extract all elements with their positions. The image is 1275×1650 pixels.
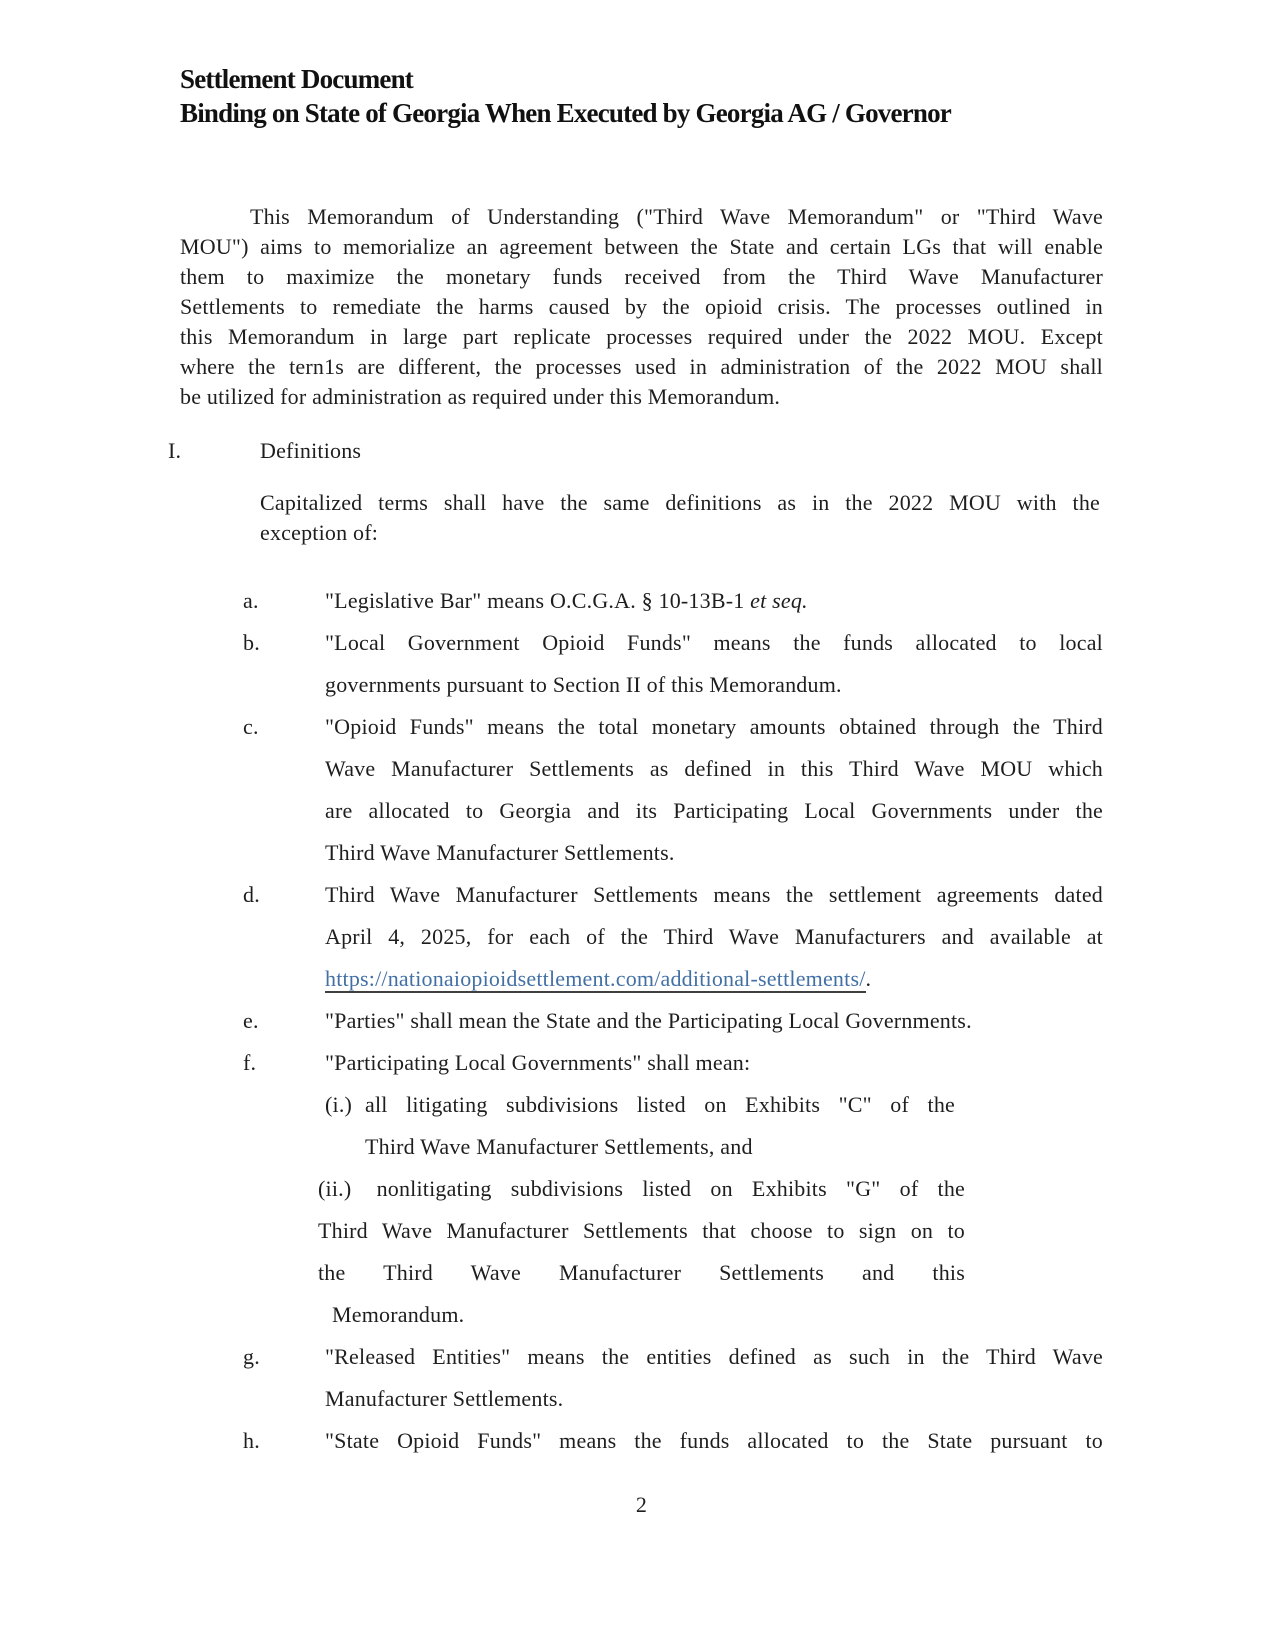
text-line: "Local Government Opioid Funds" means the funds allocated to local (325, 630, 1103, 655)
text-line (325, 580, 1103, 622)
text-line: Third Wave Manufacturer Settlements. (325, 840, 675, 865)
item-label: a. (243, 588, 259, 613)
settlement-website-link[interactable]: https://nationaiopioidsettlement.com/additional-settlements/ (325, 966, 866, 991)
item-label: h. (243, 1428, 260, 1453)
text-line: Third Wave Manufacturer Settlements that choose to sign on to (318, 1218, 965, 1243)
text-line: "Released Entities" means the entities defined as such in the Third Wave (325, 1344, 1103, 1369)
definition-f-sub-i (325, 1084, 955, 1168)
text-line: are allocated to Georgia and its Participating Local Governments under the (325, 798, 1103, 823)
sub-ii-first-line: nonlitigating subdivisions listed on Exhibits "G" of the (376, 1176, 966, 1201)
definition-item-f (243, 1042, 1103, 1336)
text-line: This Memorandum of Understanding ("Third Wave Memorandum" or "Third Wave (250, 204, 1103, 229)
definition-a-latin-phrase: et seq. (750, 588, 808, 613)
definition-item-e (243, 1000, 1103, 1042)
item-label: b. (243, 630, 260, 655)
item-label: g. (243, 1344, 260, 1369)
text-line: be utilized for administration as required under this Memorandum. (180, 384, 781, 409)
text-line: Wave Manufacturer Settlements as defined in this Third Wave MOU which (325, 756, 1103, 781)
definition-item-b (243, 622, 1103, 706)
sub-ii-text (318, 1210, 965, 1336)
text-line: the Third Wave Manufacturer Settlements and this (318, 1260, 965, 1285)
definition-c-text (325, 706, 1103, 874)
item-label: d. (243, 882, 260, 907)
text-line: all litigating subdivisions listed on Exhibits "C" of the (365, 1092, 955, 1117)
text-line: Settlements to remediate the harms caused by the opioid crisis. The processes outlined in (180, 294, 1103, 319)
section-number: I. (168, 438, 182, 463)
definition-e-text: "Parties" shall mean the State and the Participating Local Governments. (325, 1008, 972, 1033)
sub-i-text (365, 1084, 955, 1168)
definitions-lead-in (260, 488, 1100, 548)
definition-f-sub-ii (318, 1168, 965, 1336)
document-title (180, 62, 1275, 130)
text-line: Manufacturer Settlements. (325, 1386, 564, 1411)
text-line: them to maximize the monetary funds received from the Third Wave Manufacturer (180, 264, 1103, 289)
section-heading (168, 436, 1275, 466)
section-title: Definitions (260, 438, 362, 463)
sub-item-label: (i.) (325, 1092, 353, 1117)
intro-paragraph (180, 202, 1103, 412)
page-number: 2 (635, 1492, 648, 1517)
document-title-line2: Binding on State of Georgia When Executed by Georgia AG / Governor (180, 98, 951, 128)
text-line: "Opioid Funds" means the total monetary amounts obtained through the Third (325, 714, 1103, 739)
item-label: c. (243, 714, 259, 739)
definition-d-text (325, 874, 1103, 958)
sub-item-label: (ii.) (318, 1176, 352, 1201)
text-line: governments pursuant to Section II of this Memorandum. (325, 672, 842, 697)
text-line (318, 1168, 965, 1210)
text-line: Third Wave Manufacturer Settlements, and (365, 1134, 753, 1159)
definition-g-text (325, 1336, 1103, 1420)
text-line: where the tern1s are different, the processes used in administration of the 2022 MOU shall (180, 354, 1103, 379)
text-line: Memorandum. (332, 1302, 465, 1327)
item-label: e. (243, 1008, 259, 1033)
definition-f-text: "Participating Local Governments" shall mean: (325, 1050, 751, 1075)
item-label: f. (243, 1050, 257, 1075)
text-line: MOU") aims to memorialize an agreement between the State and certain LGs that will enable (180, 234, 1103, 259)
text-line (325, 958, 1103, 1000)
definition-item-g (243, 1336, 1103, 1420)
definition-a-text: "Legislative Bar" means O.C.G.A. § 10-13B-1 (325, 588, 751, 613)
text-line: exception of: (260, 520, 379, 545)
definition-h-text: "State Opioid Funds" means the funds allocated to the State pursuant to (325, 1428, 1103, 1453)
text-line: this Memorandum in large part replicate processes required under the 2022 MOU. Except (180, 324, 1103, 349)
text-line: Capitalized terms shall have the same definitions as in the 2022 MOU with the (260, 490, 1100, 515)
after-link-punctuation: . (865, 966, 872, 991)
text-line: April 4, 2025, for each of the Third Wave Manufacturers and available at (325, 924, 1103, 949)
definition-item-h (243, 1420, 1103, 1462)
definition-item-d (243, 874, 1103, 1000)
definition-item-a (243, 580, 1103, 622)
definition-b-text (325, 622, 1103, 706)
definition-item-c (243, 706, 1103, 874)
definitions-list (180, 580, 1275, 1462)
document-title-line1: Settlement Document (180, 64, 413, 94)
text-line: Third Wave Manufacturer Settlements means the settlement agreements dated (325, 882, 1103, 907)
